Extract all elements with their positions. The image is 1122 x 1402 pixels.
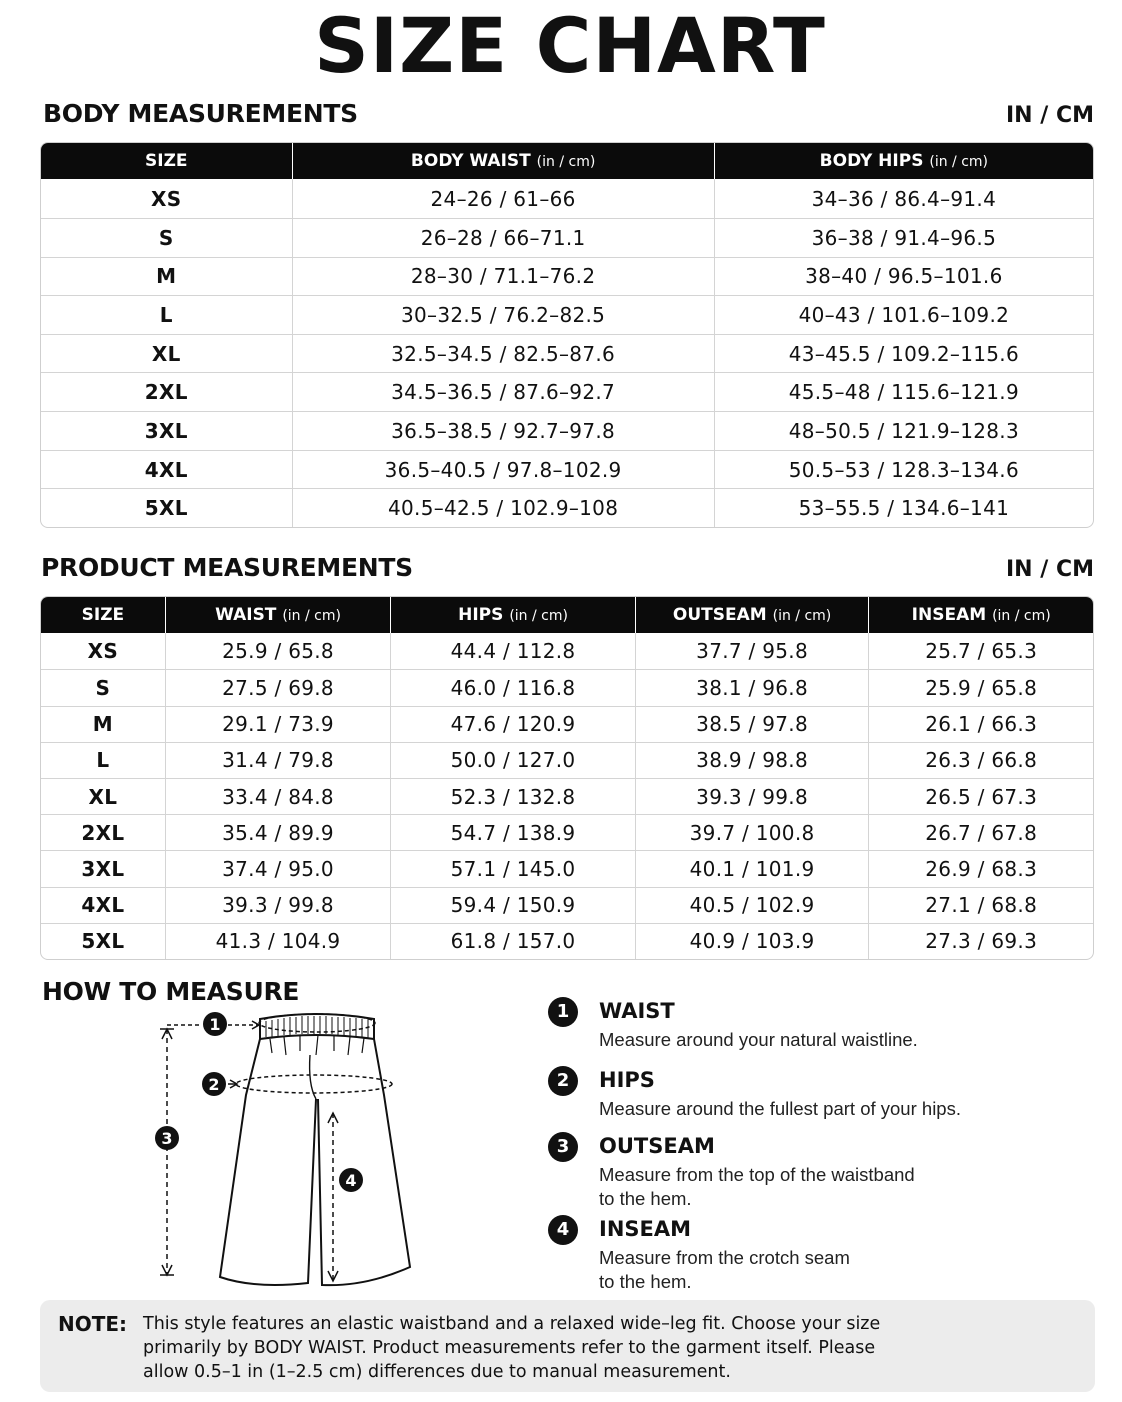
measurement-cell: 25.7 / 65.3 (925, 639, 1038, 664)
step-description-line: Measure around your natural waistline. (599, 1029, 918, 1050)
measurement-cell: 39.7 / 100.8 (636, 814, 870, 850)
svg-text:1: 1 (209, 1015, 221, 1034)
step-number-icon: 1 (548, 997, 578, 1027)
table-row (41, 814, 1093, 850)
measurement-cell: 39.3 / 99.8 (166, 887, 392, 923)
size-cell: S (41, 218, 293, 257)
size-cell: L (41, 295, 293, 334)
product-unit-tag: IN / CM (1006, 557, 1094, 582)
step-description (599, 1163, 915, 1211)
body-header-row (41, 143, 1093, 179)
measurement-cell: 36.5–38.5 / 92.7–97.8 (293, 411, 715, 450)
wide-leg-pants-diagram-icon (140, 1005, 430, 1295)
table-row (41, 633, 1093, 669)
column-header-unit: (in / cm) (536, 154, 596, 171)
table-row (41, 450, 1093, 489)
table-row (41, 257, 1093, 296)
body-measurements-heading: BODY MEASUREMENTS (43, 99, 358, 128)
step-description-line: to the hem. (599, 1271, 692, 1292)
step-description (599, 1097, 961, 1121)
measurement-cell: 35.4 / 89.9 (166, 814, 392, 850)
measurement-cell: 40.9 / 103.9 (636, 923, 870, 959)
measurement-cell: 40.5 / 102.9 (636, 887, 870, 923)
table-row (41, 923, 1093, 959)
column-header-unit: (in / cm) (992, 608, 1051, 625)
measurement-cell: 50.0 / 127.0 (391, 742, 635, 778)
size-cell: XS (41, 633, 166, 669)
measurement-cell: 30–32.5 / 76.2–82.5 (293, 295, 715, 334)
measurement-cell: 26.7 / 67.8 (869, 814, 1093, 850)
note-text (143, 1312, 943, 1384)
note-line: This style features an elastic waistband and a relaxed wide–leg fit. Choose your size (143, 1314, 881, 1334)
measurement-cell: 59.4 / 150.9 (391, 887, 635, 923)
product-column-header (41, 597, 166, 633)
measurement-cell: 26.1 / 66.3 (869, 706, 1093, 742)
step-description-line: to the hem. (599, 1188, 692, 1209)
measurement-cell: 47.6 / 120.9 (391, 706, 635, 742)
measurement-cell: 44.4 / 112.8 (391, 633, 635, 669)
step-label: HIPS (599, 1068, 655, 1092)
size-cell: 5XL (41, 488, 293, 527)
measurement-cell: 33.4 / 84.8 (166, 778, 392, 814)
svg-text:4: 4 (345, 1171, 357, 1190)
table-row (41, 218, 1093, 257)
body-measurements-table (40, 142, 1094, 528)
table-row (41, 778, 1093, 814)
size-cell: 4XL (41, 887, 166, 923)
step-number-icon: 4 (548, 1215, 578, 1245)
measurement-cell: 40.5–42.5 / 102.9–108 (293, 488, 715, 527)
body-column-header (293, 143, 715, 179)
size-cell: 2XL (41, 372, 293, 411)
measurement-cell: 31.4 / 79.8 (166, 742, 392, 778)
step-description-line: Measure from the crotch seam (599, 1247, 850, 1268)
table-row (41, 706, 1093, 742)
column-header-label: SIZE (81, 605, 125, 626)
measurement-cell: 26.3 / 66.8 (869, 742, 1093, 778)
step-label: INSEAM (599, 1217, 692, 1241)
measurement-cell: 25.9 / 65.8 (166, 633, 392, 669)
step-number-icon: 3 (548, 1132, 578, 1162)
body-unit-tag: IN / CM (1006, 103, 1094, 128)
measurement-cell: 34–36 / 86.4–91.4 (811, 186, 997, 211)
size-cell: 4XL (41, 450, 293, 489)
measurement-cell: 50.5–53 / 128.3–134.6 (715, 450, 1093, 489)
measurement-cell: 34.5–36.5 / 87.6–92.7 (293, 372, 715, 411)
size-cell: 2XL (41, 814, 166, 850)
product-column-header (391, 597, 635, 633)
column-header-unit: (in / cm) (772, 608, 832, 625)
measurement-cell: 24–26 / 61–66 (293, 179, 715, 218)
body-column-header (715, 143, 1093, 179)
note-label: NOTE: (58, 1312, 128, 1336)
measurement-cell: 37.4 / 95.0 (166, 850, 392, 886)
column-header-label: BODY HIPS (819, 151, 924, 172)
measurement-cell: 38.5 / 97.8 (636, 706, 870, 742)
measurement-cell: 46.0 / 116.8 (391, 669, 635, 705)
measurement-cell: 27.1 / 68.8 (869, 887, 1093, 923)
step-description (599, 1028, 918, 1052)
size-cell: M (41, 706, 166, 742)
measurement-cell: 26–28 / 66–71.1 (293, 218, 715, 257)
measurement-cell: 45.5–48 / 115.6–121.9 (715, 372, 1093, 411)
measurement-cell: 27.3 / 69.3 (869, 923, 1093, 959)
note-box (40, 1300, 1095, 1392)
column-header-label: WAIST (215, 605, 277, 626)
measurement-cell: 41.3 / 104.9 (166, 923, 392, 959)
measurement-cell: 57.1 / 145.0 (391, 850, 635, 886)
size-cell: 3XL (41, 411, 293, 450)
measurement-cell: 36–38 / 91.4–96.5 (715, 218, 1093, 257)
measurement-cell: 26.9 / 68.3 (869, 850, 1093, 886)
table-row (41, 179, 1093, 218)
product-header-row (41, 597, 1093, 633)
size-cell: S (41, 669, 166, 705)
step-number-icon: 2 (548, 1066, 578, 1096)
measurement-cell: 28–30 / 71.1–76.2 (293, 257, 715, 296)
table-row (41, 411, 1093, 450)
size-cell: 3XL (41, 850, 166, 886)
measurement-cell: 43–45.5 / 109.2–115.6 (715, 334, 1093, 373)
measurement-cell: 53–55.5 / 134.6–141 (715, 488, 1093, 527)
step-label: OUTSEAM (599, 1134, 715, 1158)
product-column-header (636, 597, 870, 633)
measurement-cell: 38.9 / 98.8 (636, 742, 870, 778)
column-header-label: SIZE (145, 151, 188, 172)
svg-text:3: 3 (161, 1129, 173, 1148)
table-row (41, 669, 1093, 705)
step-label: WAIST (599, 999, 675, 1023)
table-row (41, 488, 1093, 527)
product-measurements-heading: PRODUCT MEASUREMENTS (41, 553, 413, 582)
measurement-cell: 52.3 / 132.8 (391, 778, 635, 814)
product-measurements-table (40, 596, 1094, 960)
measurement-cell: 26.5 / 67.3 (869, 778, 1093, 814)
size-cell: 5XL (41, 923, 166, 959)
measurement-cell: 40–43 / 101.6–109.2 (715, 295, 1093, 334)
measurement-cell: 25.9 / 65.8 (869, 669, 1093, 705)
measurement-cell: 48–50.5 / 121.9–128.3 (715, 411, 1093, 450)
svg-text:2: 2 (208, 1075, 220, 1094)
measurement-cell: 27.5 / 69.8 (166, 669, 392, 705)
measurement-cell: 36.5–40.5 / 97.8–102.9 (293, 450, 715, 489)
measurement-cell: 39.3 / 99.8 (636, 778, 870, 814)
table-row (41, 372, 1093, 411)
table-row (41, 295, 1093, 334)
note-line: primarily by BODY WAIST. Product measurements refer to the garment itself. Please (143, 1338, 876, 1358)
measurement-cell: 29.1 / 73.9 (166, 706, 392, 742)
measurement-cell: 32.5–34.5 / 82.5–87.6 (293, 334, 715, 373)
product-column-header (869, 597, 1093, 633)
column-header-unit: (in / cm) (929, 154, 989, 171)
page-title: SIZE CHART (314, 1, 826, 90)
table-row (41, 334, 1093, 373)
size-cell: XL (41, 778, 166, 814)
measurement-cell: 54.7 / 138.9 (391, 814, 635, 850)
size-cell: XS (41, 179, 293, 218)
column-header-unit: (in / cm) (509, 608, 568, 625)
measurement-cell: 40.1 / 101.9 (636, 850, 870, 886)
body-column-header (41, 143, 293, 179)
product-column-header (166, 597, 392, 633)
column-header-label: OUTSEAM (672, 605, 767, 626)
size-cell: L (41, 742, 166, 778)
note-line: allow 0.5–1 in (1–2.5 cm) differences due to manual measurement. (143, 1362, 731, 1382)
table-row (41, 850, 1093, 886)
size-cell: XL (41, 334, 293, 373)
measurement-cell: 38.1 / 96.8 (636, 669, 870, 705)
column-header-label: HIPS (458, 605, 504, 626)
table-row (41, 742, 1093, 778)
step-description-line: Measure around the fullest part of your hips. (599, 1098, 961, 1119)
step-description-line: Measure from the top of the waistband (599, 1164, 915, 1185)
how-to-measure-heading: HOW TO MEASURE (42, 977, 300, 1006)
measurement-cell: 61.8 / 157.0 (391, 923, 635, 959)
size-cell: M (41, 257, 293, 296)
column-header-unit: (in / cm) (282, 608, 341, 625)
step-description (599, 1246, 850, 1294)
table-row (41, 887, 1093, 923)
column-header-label: INSEAM (911, 605, 987, 626)
measurement-cell: 37.7 / 95.8 (636, 633, 870, 669)
column-header-label: BODY WAIST (410, 151, 531, 172)
measurement-cell: 38–40 / 96.5–101.6 (715, 257, 1093, 296)
